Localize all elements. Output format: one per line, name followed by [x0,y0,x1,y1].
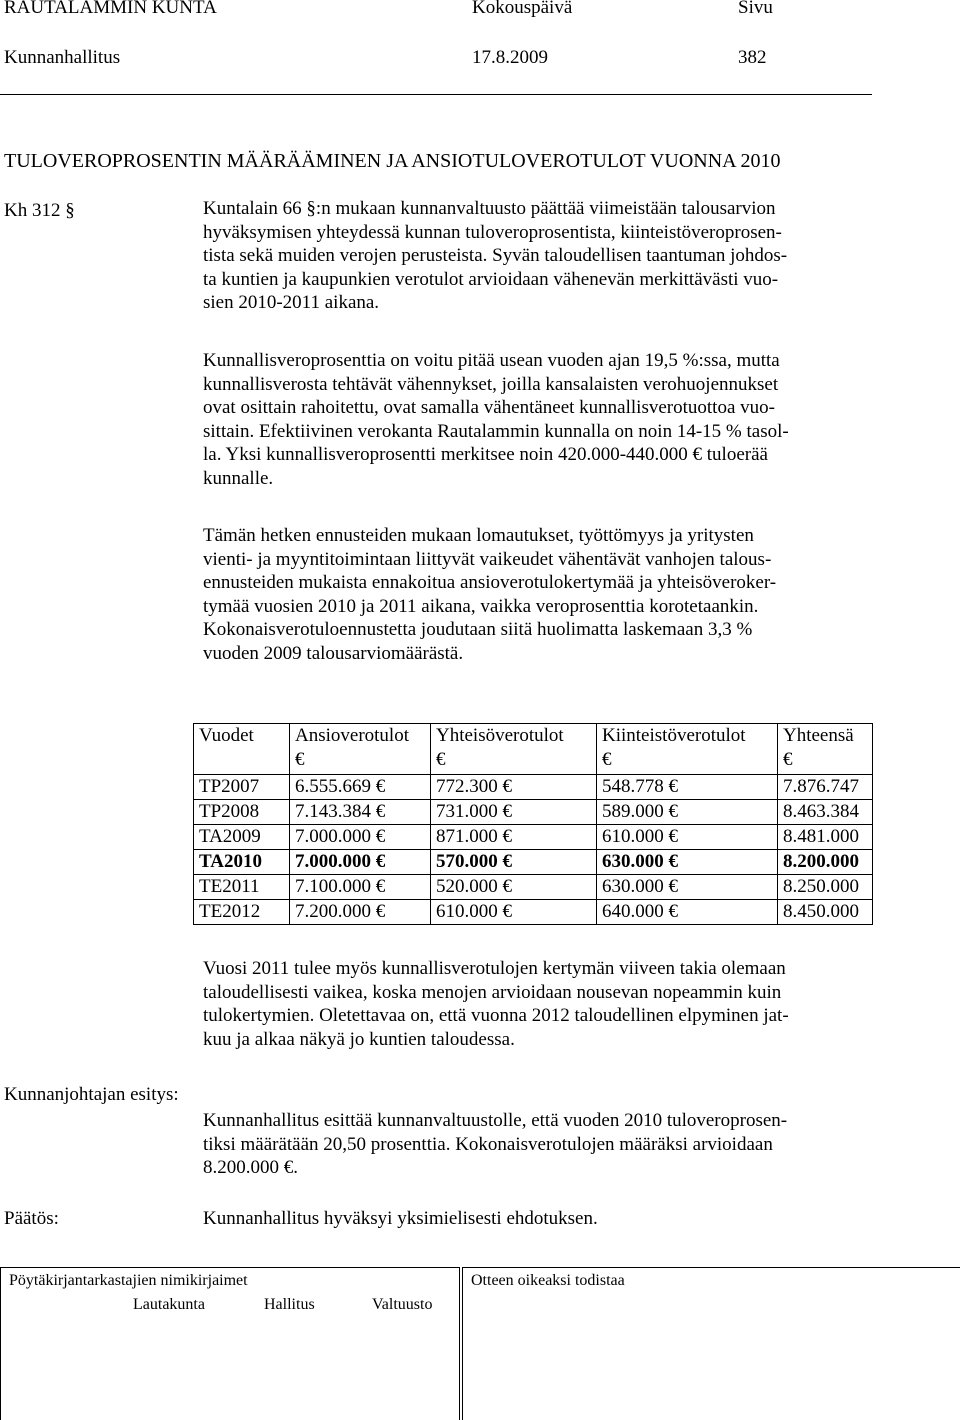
table-cell: 7.000.000 € [290,850,431,875]
table-row [194,825,873,850]
text-line: la. Yksi kunnallisveroprosentti merkitsee noin 420.000-440.000 € tuloerää [203,444,768,465]
table-cell: 871.000 € [431,825,597,850]
text-line: sien 2010-2011 aikana. [203,292,380,313]
paragraph-4 [203,957,789,1051]
table-row [194,900,873,925]
page-number: 382 [738,47,767,68]
table-cell: 640.000 € [597,900,778,925]
table-cell: 731.000 € [431,800,597,825]
text-line: kunnallisverosta tehtävät vähennykset, joilla kansalaisten verohuojennukset [203,373,779,395]
signatures-label: Pöytäkirjantarkastajien nimikirjaimet [9,1272,248,1289]
text-line: taloudellisesti vaikea, koska menojen arvioidaan nousevan nopeammin kuin [203,981,782,1003]
text-line: ta kuntien ja kaupunkien verotulot arvioidaan vähenevän merkittävästi vuo- [203,268,779,290]
text-line: Kunnallisveroprosenttia on voitu pitää usean vuoden ajan 19,5 %:ssa, mutta [203,350,780,371]
table-cell: 548.778 € [597,775,778,800]
table-cell: 520.000 € [431,875,597,900]
table-cell: 8.463.384 [778,800,873,825]
text-line: 8.200.000 €. [203,1157,298,1178]
tax-revenue-table [193,723,873,925]
text-line: Vuosi 2011 tulee myös kunnallisverotulojen kertymän viiveen takia olemaan [203,958,786,979]
lautakunta-label: Lautakunta [133,1296,205,1313]
text-line: tymää vuosien 2010 ja 2011 aikana, vaikka veroprosenttia korotetaankin. [203,595,759,617]
table-cell: 8.481.000 [778,825,873,850]
table-cell: TE2012 [194,900,290,925]
table-cell: 8.200.000 [778,850,873,875]
document-title: TULOVEROPROSENTIN MÄÄRÄÄMINEN JA ANSIOTULOVEROTULOT VUONNA 2010 [4,150,781,172]
proposal-label: Kunnanjohtajan esitys: [4,1084,179,1105]
text-line: tulokertymien. Oletettavaa on, että vuonna 2012 taloudellinen elpyminen jat- [203,1005,789,1026]
signatures-box [0,1267,460,1420]
body-name: Kunnanhallitus [4,47,121,68]
table-cell: 772.300 € [431,775,597,800]
header-rule [0,94,872,95]
meeting-date: 17.8.2009 [472,47,548,68]
text-line: Kokonaisverotuloennustetta joudutaan siitä huolimatta laskemaan 3,3 % [203,619,753,640]
table-cell: 610.000 € [597,825,778,850]
table-cell: 7.000.000 € [290,825,431,850]
table-cell: TP2008 [194,800,290,825]
table-cell: 7.876.747 [778,775,873,800]
certification-box [462,1267,960,1420]
table-cell: 7.143.384 € [290,800,431,825]
table-cell: 630.000 € [597,875,778,900]
text-line: vienti- ja myyntitoimintaan liittyvät vaikeudet vähentävät vanhojen talous- [203,548,772,570]
table-cell: 8.450.000 [778,900,873,925]
paragraph-1 [203,197,787,315]
date-label: Kokouspäivä [472,0,573,18]
text-line: ennusteiden mukaista ennakoitua ansioverotulokertymää ja yhteisöveroker- [203,572,777,593]
certification-label: Otteen oikeaksi todistaa [471,1272,625,1289]
text-line: Kuntalain 66 §:n mukaan kunnanvaltuusto päättää viimeistään talousarvion [203,198,776,219]
text-line: Kunnanhallitus esittää kunnanvaltuustolle, että vuoden 2010 tuloveroprosen- [203,1110,788,1131]
table-cell: 8.250.000 [778,875,873,900]
table-cell: 7.200.000 € [290,900,431,925]
decision-text: Kunnanhallitus hyväksyi yksimielisesti ehdotuksen. [203,1208,598,1229]
table-cell: TE2011 [194,875,290,900]
proposal-text [203,1109,787,1180]
table-cell: 630.000 € [597,850,778,875]
valtuusto-label: Valtuusto [372,1296,433,1313]
table-cell: TA2010 [194,850,290,875]
table-header-row [194,724,873,775]
text-line: Tämän hetken ennusteiden mukaan lomautukset, työttömyys ja yritysten [203,525,754,546]
table-row [194,875,873,900]
table-header-cell: Kiinteistöverotulot € [597,724,778,775]
table-row [194,800,873,825]
table-header-cell: Yhteensä € [778,724,873,775]
table-row [194,775,873,800]
paragraph-3 [203,524,776,665]
text-line: ovat osittain rahoitettu, ovat samalla vähentäneet kunnallisverotuottoa vuo- [203,397,775,418]
table-header-cell: Yhteisöverotulot € [431,724,597,775]
text-line: kuu ja alkaa näkyä jo kuntien taloudessa. [203,1028,515,1050]
text-line: sittain. Efektiivinen verokanta Rautalammin kunnalla on noin 14-15 % tasol- [203,420,789,442]
table-cell: TP2007 [194,775,290,800]
table-header-cell: Ansioverotulot € [290,724,431,775]
table-row-highlighted [194,850,873,875]
text-line: hyväksymisen yhteydessä kunnan tuloveroprosentista, kiinteistöveroprosen- [203,221,782,243]
text-line: kunnalle. [203,467,274,489]
paragraph-2 [203,349,789,490]
org-name: RAUTALAMMIN KUNTA [4,0,217,18]
table-header-cell: Vuodet [194,724,290,775]
section-ref: Kh 312 § [4,200,75,221]
text-line: tiksi määrätään 20,50 prosenttia. Kokonaisverotulojen määräksi arvioidaan [203,1133,773,1155]
decision-label: Päätös: [4,1208,59,1229]
hallitus-label: Hallitus [264,1296,315,1313]
text-line: tista sekä muiden verojen perusteista. Syvän taloudellisen taantuman johdos- [203,245,788,266]
table-cell: 610.000 € [431,900,597,925]
table-cell: 589.000 € [597,800,778,825]
table-cell: 6.555.669 € [290,775,431,800]
page-label: Sivu [738,0,773,18]
table-cell: 570.000 € [431,850,597,875]
table-cell: 7.100.000 € [290,875,431,900]
table-cell: TA2009 [194,825,290,850]
text-line: vuoden 2009 talousarviomäärästä. [203,642,464,664]
